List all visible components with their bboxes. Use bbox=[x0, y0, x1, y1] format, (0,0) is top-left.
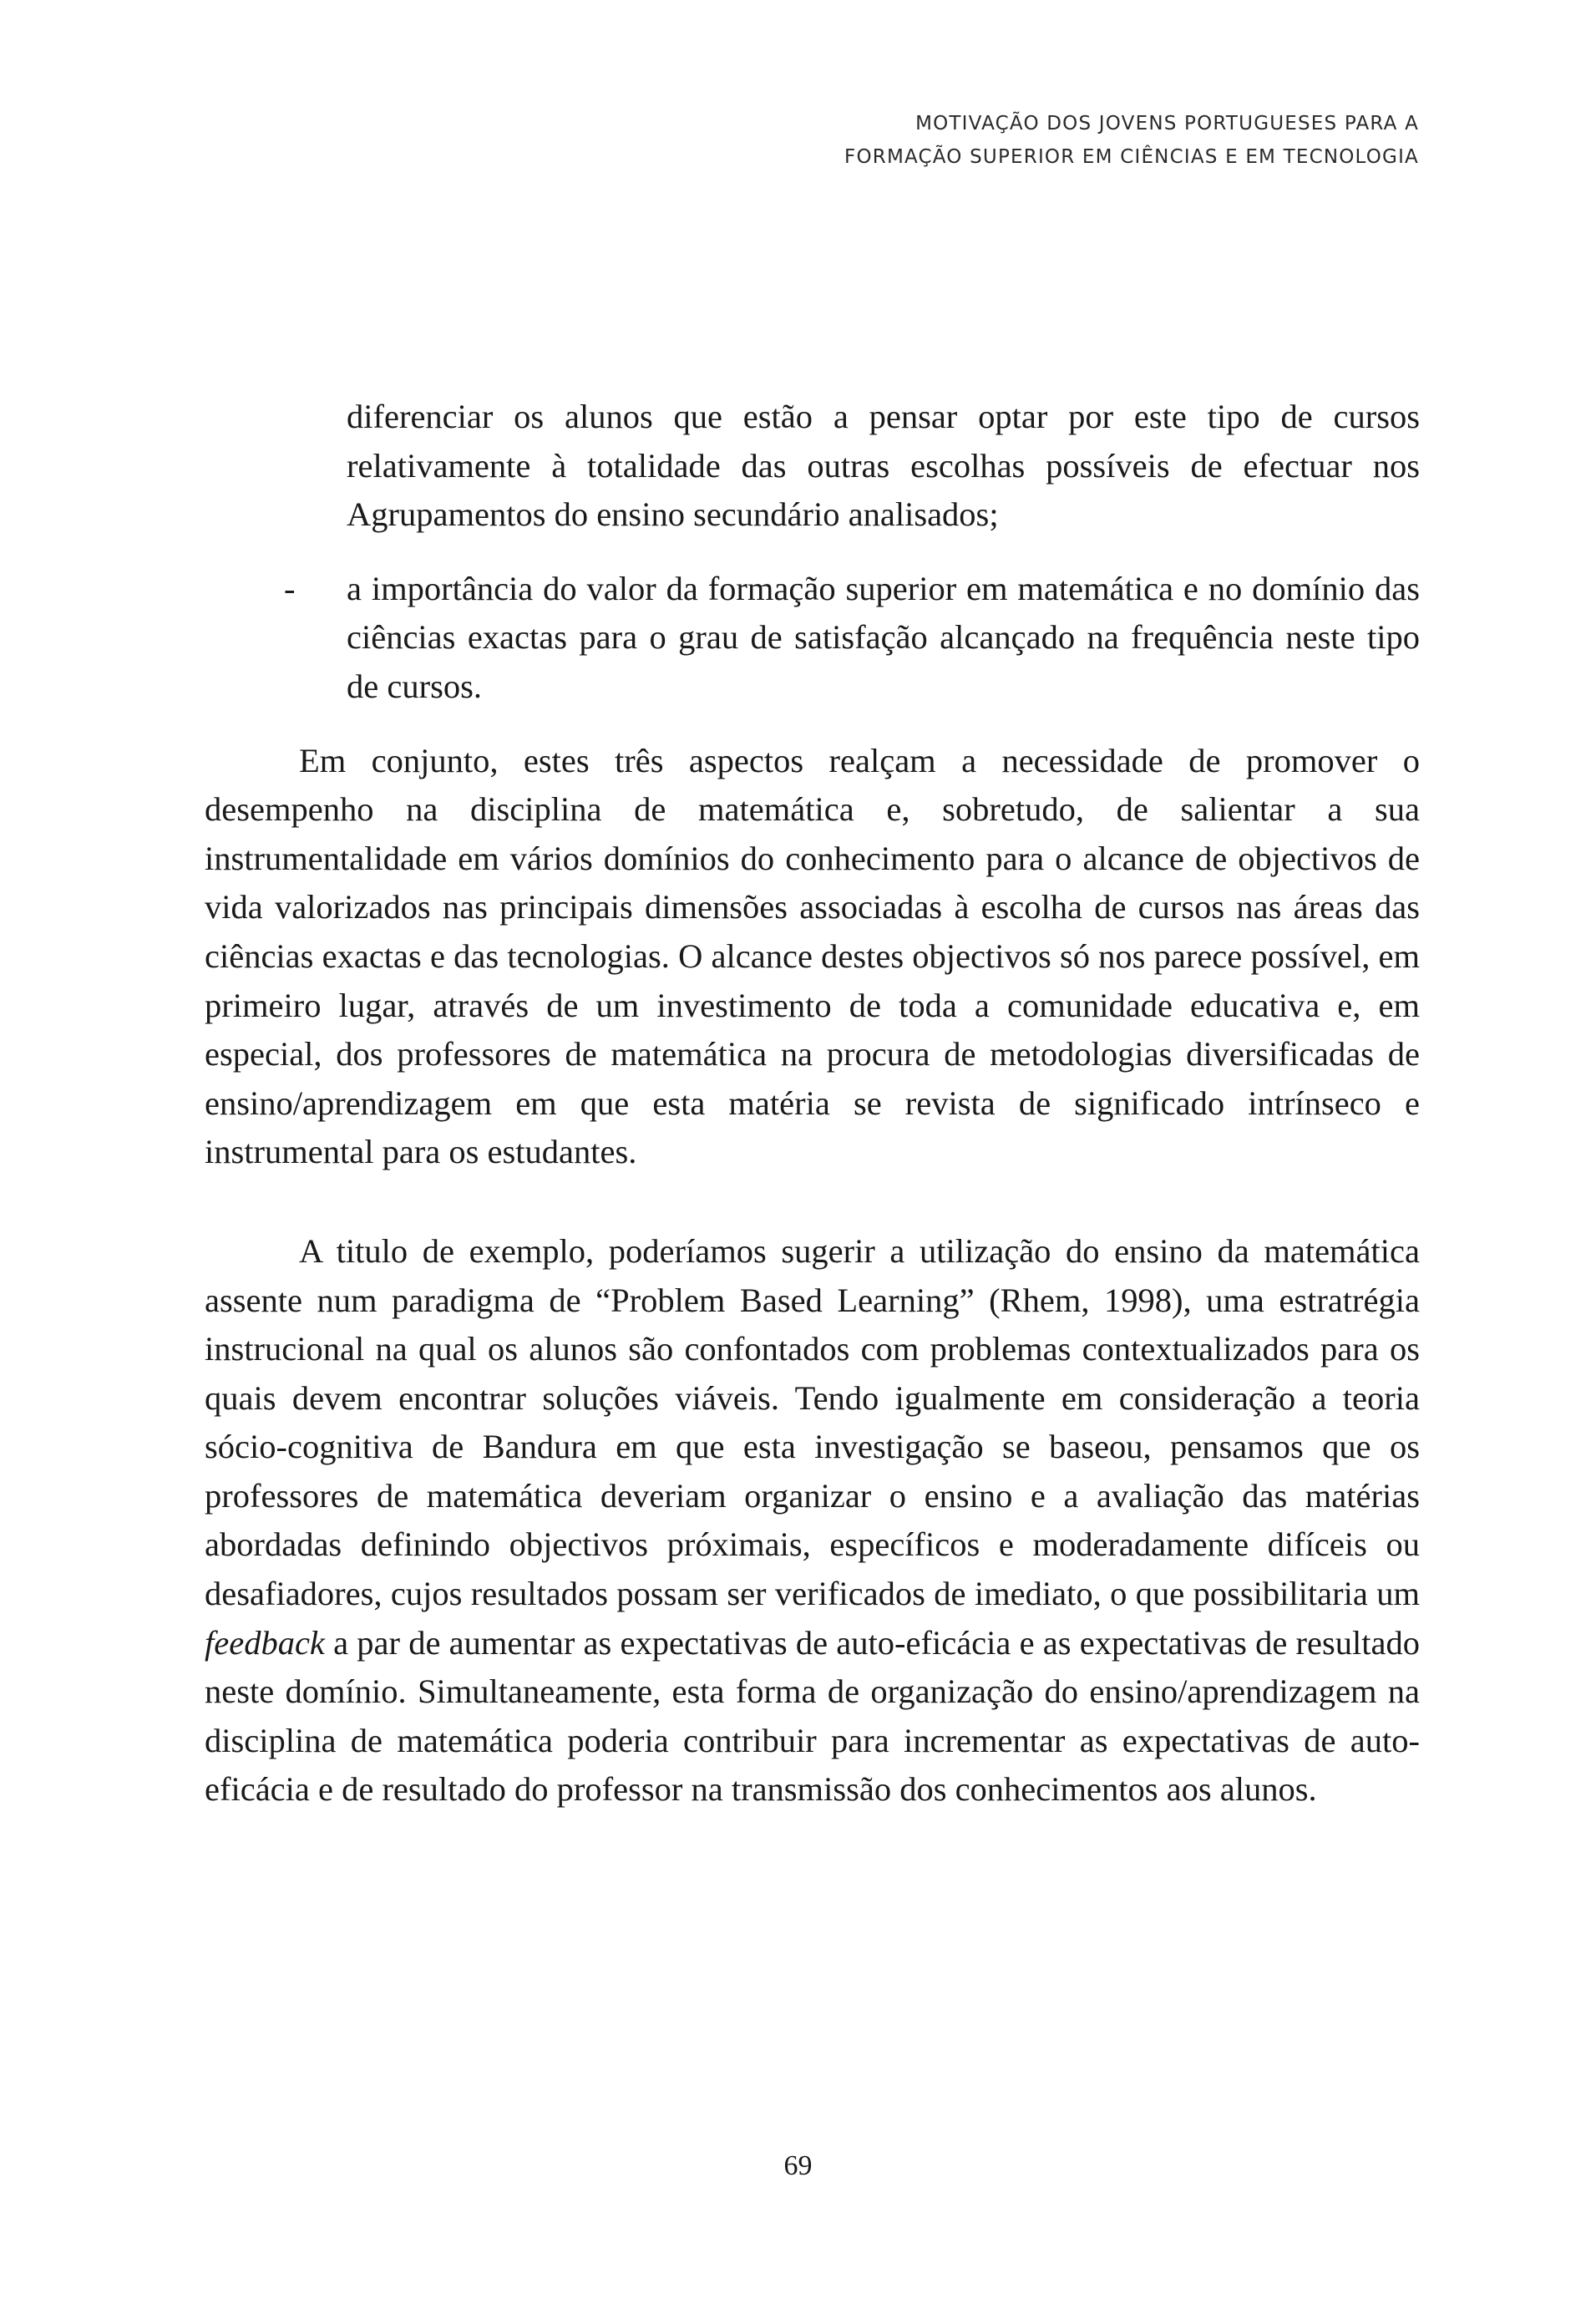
page-number: 69 bbox=[783, 2150, 813, 2181]
list-continuation-text: diferenciar os alunos que estão a pensar optar por este tipo de cursos relativamente à totalidade das outras escolhas possíveis de efectuar nos Agrupamentos do ensino secundário analisados; bbox=[347, 398, 1420, 534]
paragraph-exemplo-part-2: a par de aumentar as expectativas de auto-eficácia e as expectativas de resultado neste domínio. Simultaneamente, esta forma de organização do ensino/aprendizagem na disciplina de matemática poderia contribuir para incrementar as expectativas de auto-eficácia e de resultado do professor na transmissão dos conhecimentos aos alunos. bbox=[205, 1623, 1420, 1809]
paragraph-exemplo bbox=[205, 1227, 1420, 1814]
paragraph-conjunto: Em conjunto, estes três aspectos realçam a necessidade de promover o desempenho na disciplina de matemática e, sobretudo, de salientar a sua instrumentalidade em vários domínios do conhecimento para o alcance de objectivos de vida valorizados nas principais dimensões associadas à escolha de cursos nas áreas das ciências exactas e das tecnologias. O alcance destes objectivos só nos parece possível, em primeiro lugar, através de um investimento de toda a comunidade educativa e, em especial, dos professores de matemática na procura de metodologias diversificadas de ensino/aprendizagem em que esta matéria se revista de significado intrínseco e instrumental para os estudantes. bbox=[205, 741, 1420, 1171]
running-header-line-1: MOTIVAÇÃO DOS JOVENS PORTUGUESES PARA A bbox=[915, 113, 1419, 134]
paragraph-exemplo-part-1: A titulo de exemplo, poderíamos sugerir a utilização do ensino da matemática assente num paradigma de “Problem Based Learning” (Rhem, 1998), uma estratrégia instrucional na qual os alunos são confontados com problemas contextualizados para os quais devem encontrar soluções viáveis. Tendo igualmente em consideração a teoria sócio-cognitiva de Bandura em que esta investigação se baseou, pensamos que os professores de matemática deveriam organizar o ensino e a avaliação das matérias abordadas definindo objectivos próximais, específicos e moderadamente difíceis ou desafiadores, cujos resultados possam ser verificados de imediato, o que possibilitaria um bbox=[205, 1231, 1420, 1613]
list-item-text: a importância do valor da formação superior em matemática e no domínio das ciências exactas para o grau de satisfação alcançado na frequência neste tipo de cursos. bbox=[347, 569, 1420, 705]
running-header-line-2: FORMAÇÃO SUPERIOR EM CIÊNCIAS E EM TECNOLOGIA bbox=[844, 146, 1419, 168]
list-dash-marker: - bbox=[284, 569, 296, 607]
list-item bbox=[284, 565, 1420, 712]
running-header bbox=[844, 107, 1419, 174]
page-body bbox=[205, 393, 1420, 1814]
italic-feedback-term: feedback bbox=[205, 1623, 325, 1662]
